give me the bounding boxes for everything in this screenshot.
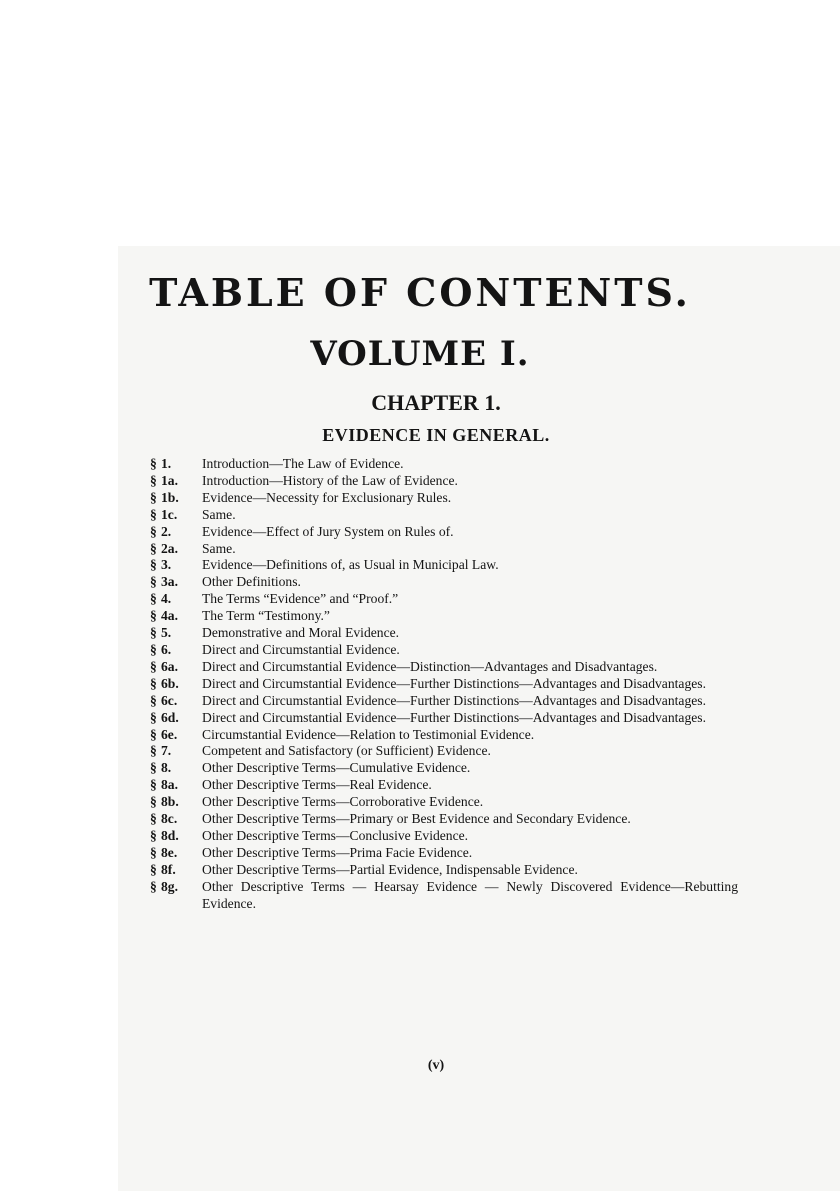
section-title: Direct and Circumstantial Evidence—Distinction—Advantages and Disadvantages. xyxy=(202,658,658,674)
section-marker xyxy=(150,473,202,490)
section-title: Direct and Circumstantial Evidence. xyxy=(202,641,400,657)
page-number: (v) xyxy=(427,1058,445,1073)
section-symbol: § xyxy=(150,743,157,759)
section-number: 6e. xyxy=(161,726,178,742)
section-symbol: § xyxy=(150,608,157,624)
section-number: 8f. xyxy=(161,861,176,877)
toc-entry xyxy=(150,659,738,676)
section-title: Other Descriptive Terms—Conclusive Evidence. xyxy=(202,827,469,843)
toc-entry xyxy=(150,591,738,608)
toc-entry xyxy=(150,507,738,524)
section-title: Same. xyxy=(202,506,236,522)
toc-entry xyxy=(150,879,738,913)
chapter-title: EVIDENCE IN GENERAL. xyxy=(322,425,550,445)
section-number: 8. xyxy=(161,760,172,776)
section-symbol: § xyxy=(150,472,157,488)
section-marker xyxy=(150,507,202,524)
section-marker xyxy=(150,879,202,896)
toc-entry xyxy=(150,676,738,693)
section-number: 8g. xyxy=(161,878,178,894)
toc-entry xyxy=(150,760,738,777)
section-marker xyxy=(150,659,202,676)
section-marker xyxy=(150,541,202,558)
section-symbol: § xyxy=(150,456,157,471)
section-symbol: § xyxy=(150,506,157,522)
section-marker xyxy=(150,777,202,794)
toc-entry xyxy=(150,828,738,845)
section-title: Evidence—Effect of Jury System on Rules of. xyxy=(202,523,454,539)
toc-entry xyxy=(150,743,738,760)
section-number: 8b. xyxy=(161,794,179,810)
section-marker xyxy=(150,676,202,693)
section-number: 4a. xyxy=(161,608,178,624)
section-number: 7. xyxy=(161,743,172,759)
section-number: 8a. xyxy=(161,777,178,793)
toc-entry xyxy=(150,727,738,744)
section-title: Other Descriptive Terms—Real Evidence. xyxy=(202,777,432,793)
section-marker xyxy=(150,693,202,710)
section-marker xyxy=(150,642,202,659)
section-title: Other Descriptive Terms—Prima Facie Evidence. xyxy=(202,844,473,860)
section-symbol: § xyxy=(150,811,157,827)
section-marker xyxy=(150,727,202,744)
section-symbol: § xyxy=(150,709,157,725)
section-title: Other Definitions. xyxy=(202,574,301,590)
section-title: Direct and Circumstantial Evidence—Further Distinctions—Advantages and Disadvantages. xyxy=(202,692,706,708)
section-symbol: § xyxy=(150,844,157,860)
section-number: 6a. xyxy=(161,658,178,674)
section-number: 5. xyxy=(161,625,172,641)
section-symbol: § xyxy=(150,625,157,641)
volume-heading: VOLUME I. xyxy=(310,334,530,374)
section-marker xyxy=(150,760,202,777)
page-title: TABLE OF CONTENTS. xyxy=(149,270,691,315)
section-number: 1. xyxy=(161,456,172,471)
section-marker xyxy=(150,625,202,642)
section-marker xyxy=(150,591,202,608)
section-number: 2a. xyxy=(161,540,178,556)
section-title: Introduction—The Law of Evidence. xyxy=(202,456,404,471)
toc-entry xyxy=(150,845,738,862)
section-marker xyxy=(150,794,202,811)
toc-entry xyxy=(150,524,738,541)
section-marker xyxy=(150,845,202,862)
section-marker xyxy=(150,608,202,625)
section-title: The Terms “Evidence” and “Proof.” xyxy=(202,591,399,607)
toc-entry xyxy=(150,608,738,625)
section-marker xyxy=(150,557,202,574)
section-title: Other Descriptive Terms—Cumulative Evidence. xyxy=(202,760,471,776)
section-marker xyxy=(150,862,202,879)
section-symbol: § xyxy=(150,574,157,590)
section-marker xyxy=(150,811,202,828)
section-number: 3a. xyxy=(161,574,178,590)
section-number: 6. xyxy=(161,641,172,657)
section-number: 8c. xyxy=(161,811,178,827)
section-title: Competent and Satisfactory (or Sufficient) Evidence. xyxy=(202,743,491,759)
section-number: 2. xyxy=(161,523,172,539)
section-title: Direct and Circumstantial Evidence—Further Distinctions—Advantages and Disadvantages. xyxy=(202,709,706,725)
toc-entry xyxy=(150,777,738,794)
section-marker xyxy=(150,574,202,591)
section-title: Other Descriptive Terms — Hearsay Evidence — Newly Discovered Evidence—Rebutting Evidence. xyxy=(202,878,738,911)
section-number: 6c. xyxy=(161,692,178,708)
section-title: Other Descriptive Terms—Partial Evidence, Indispensable Evidence. xyxy=(202,861,578,877)
section-marker xyxy=(150,743,202,760)
toc-entry xyxy=(150,693,738,710)
section-number: 6d. xyxy=(161,709,179,725)
section-title: The Term “Testimony.” xyxy=(202,608,330,624)
toc-entry xyxy=(150,625,738,642)
section-symbol: § xyxy=(150,489,157,505)
toc-entry xyxy=(150,794,738,811)
section-marker xyxy=(150,456,202,473)
section-number: 1a. xyxy=(161,472,178,488)
section-title: Evidence—Definitions of, as Usual in Municipal Law. xyxy=(202,557,499,573)
section-symbol: § xyxy=(150,726,157,742)
section-title: Evidence—Necessity for Exclusionary Rules. xyxy=(202,489,452,505)
section-marker xyxy=(150,828,202,845)
toc-entry xyxy=(150,642,738,659)
section-symbol: § xyxy=(150,675,157,691)
toc-entry xyxy=(150,574,738,591)
section-number: 6b. xyxy=(161,675,179,691)
section-symbol: § xyxy=(150,692,157,708)
section-marker xyxy=(150,490,202,507)
section-number: 4. xyxy=(161,591,172,607)
section-symbol: § xyxy=(150,861,157,877)
toc-entry xyxy=(150,456,738,473)
toc-entry xyxy=(150,710,738,727)
section-symbol: § xyxy=(150,794,157,810)
section-symbol: § xyxy=(150,878,157,894)
section-marker xyxy=(150,524,202,541)
section-number: 8d. xyxy=(161,827,179,843)
section-number: 8e. xyxy=(161,844,178,860)
toc-entry xyxy=(150,557,738,574)
chapter-heading: CHAPTER 1. xyxy=(371,390,501,415)
toc-entry xyxy=(150,541,738,558)
table-of-contents-list xyxy=(150,456,738,912)
toc-entry xyxy=(150,473,738,490)
section-title: Introduction—History of the Law of Evidence. xyxy=(202,472,458,488)
section-title: Direct and Circumstantial Evidence—Further Distinctions—Advantages and Disadvantages. xyxy=(202,675,706,691)
section-title: Other Descriptive Terms—Corroborative Evidence. xyxy=(202,794,484,810)
section-number: 1b. xyxy=(161,489,179,505)
section-symbol: § xyxy=(150,760,157,776)
section-marker xyxy=(150,710,202,727)
toc-entry xyxy=(150,811,738,828)
section-symbol: § xyxy=(150,557,157,573)
section-number: 3. xyxy=(161,557,172,573)
section-number: 1c. xyxy=(161,506,178,522)
section-title: Demonstrative and Moral Evidence. xyxy=(202,625,400,641)
section-title: Other Descriptive Terms—Primary or Best Evidence and Secondary Evidence. xyxy=(202,811,631,827)
section-symbol: § xyxy=(150,591,157,607)
toc-entry xyxy=(150,490,738,507)
section-title: Same. xyxy=(202,540,236,556)
section-symbol: § xyxy=(150,540,157,556)
section-symbol: § xyxy=(150,523,157,539)
section-title: Circumstantial Evidence—Relation to Testimonial Evidence. xyxy=(202,726,535,742)
section-symbol: § xyxy=(150,658,157,674)
section-symbol: § xyxy=(150,641,157,657)
toc-entry xyxy=(150,862,738,879)
section-symbol: § xyxy=(150,777,157,793)
section-symbol: § xyxy=(150,827,157,843)
